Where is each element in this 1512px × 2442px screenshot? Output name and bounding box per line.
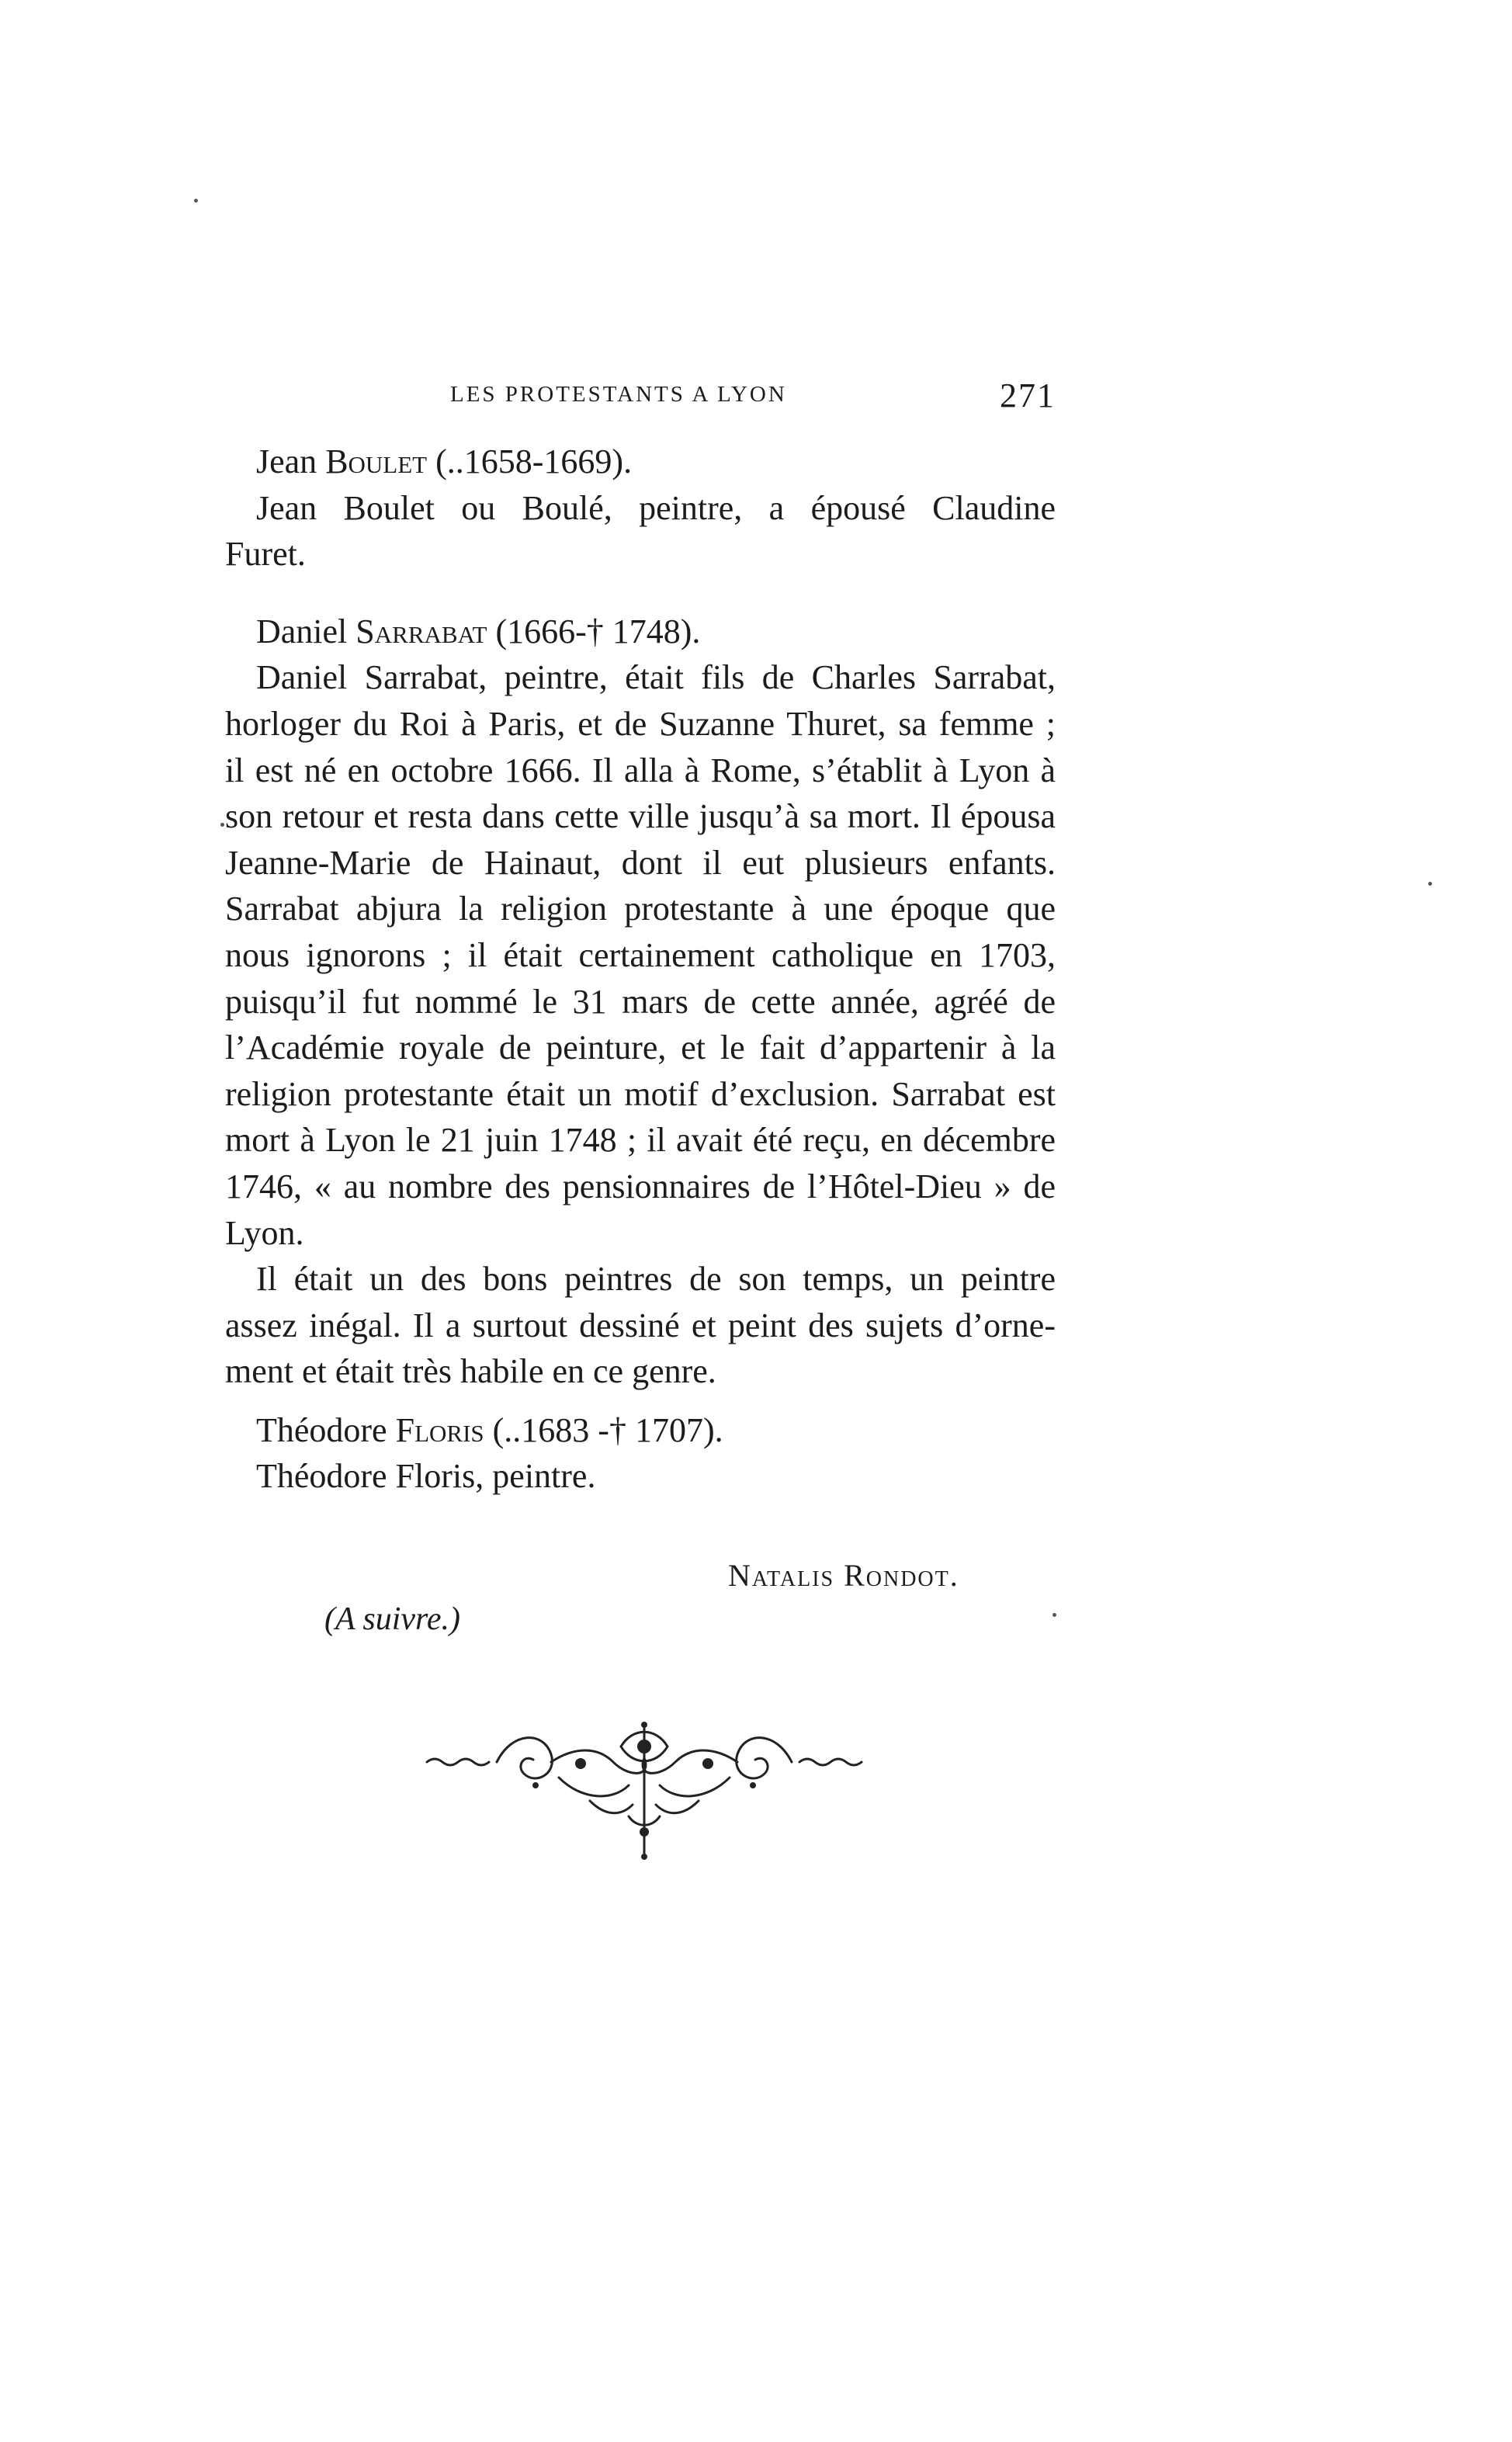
paragraph-line: horloger du Roi à Paris, et de Suzanne Thuret, sa femme ;	[225, 704, 1056, 743]
paragraph-line: religion protestante était un motif d’exclusion. Sarrabat est	[225, 1074, 1056, 1113]
page-number: 271	[1000, 376, 1056, 415]
text-column	[225, 439, 1056, 1500]
fleuron-ornament-icon	[419, 1715, 869, 1863]
paragraph-line: mort à Lyon le 21 juin 1748 ; il avait été reçu, en décembre	[225, 1121, 1056, 1160]
paragraph-line: Il était un des bons peintres de son temps, un peintre	[256, 1260, 1056, 1299]
author-signature: Natalis Rondot.	[728, 1558, 959, 1593]
paragraph-line: Daniel Sarrabat, peintre, était fils de Charles Sarrabat,	[256, 658, 1056, 697]
paragraph-line: Théodore Floris, peintre.	[256, 1457, 596, 1496]
entry-heading-floris: Théodore Floris (..1683 -† 1707).	[256, 1410, 723, 1449]
running-head	[450, 376, 1056, 422]
paragraph-line: Jean Boulet ou Boulé, peintre, a épousé Claudine	[256, 488, 1056, 527]
paragraph-line: l’Académie royale de peinture, et le fait d’appartenir à la	[225, 1028, 1056, 1067]
paragraph-line: puisqu’il fut nommé le 31 mars de cette année, agréé de	[225, 982, 1056, 1021]
surname: Sarrabat	[355, 612, 487, 650]
paragraph-line: son retour et resta dans cette ville jusqu’à sa mort. Il épousa	[225, 797, 1056, 836]
surname: Floris	[395, 1410, 484, 1449]
paper-speck	[194, 199, 198, 203]
entry-heading-boulet: Jean Boulet (..1658-1669).	[256, 442, 633, 480]
paragraph-line: Lyon.	[225, 1213, 304, 1252]
paragraph-line: 1746, « au nombre des pensionnaires de l’Hôtel-Dieu » de	[225, 1167, 1056, 1205]
paragraph-line: ment et était très habile en ce genre.	[225, 1352, 716, 1391]
paper-speck	[1428, 882, 1432, 886]
surname: Boulet	[325, 442, 428, 480]
paragraph-line: Furet.	[225, 535, 306, 574]
paragraph-line: assez inégal. Il a surtout dessiné et peint des sujets d’orne-	[225, 1306, 1056, 1344]
paper-speck	[220, 823, 224, 827]
paragraph-line: il est né en octobre 1666. Il alla à Rome, s’établit à Lyon à	[225, 751, 1056, 789]
continuation-note: (A suivre.)	[324, 1601, 460, 1637]
running-title: LES PROTESTANTS A LYON	[450, 382, 787, 407]
paragraph-line: nous ignorons ; il était certainement catholique en 1703,	[225, 935, 1056, 974]
paper-speck	[1053, 1613, 1056, 1617]
entry-heading-sarrabat: Daniel Sarrabat (1666-† 1748).	[256, 612, 701, 650]
paragraph-line: Sarrabat abjura la religion protestante à une époque que	[225, 890, 1056, 928]
paragraph-line: Jeanne-Marie de Hainaut, dont il eut plusieurs enfants.	[225, 843, 1056, 882]
